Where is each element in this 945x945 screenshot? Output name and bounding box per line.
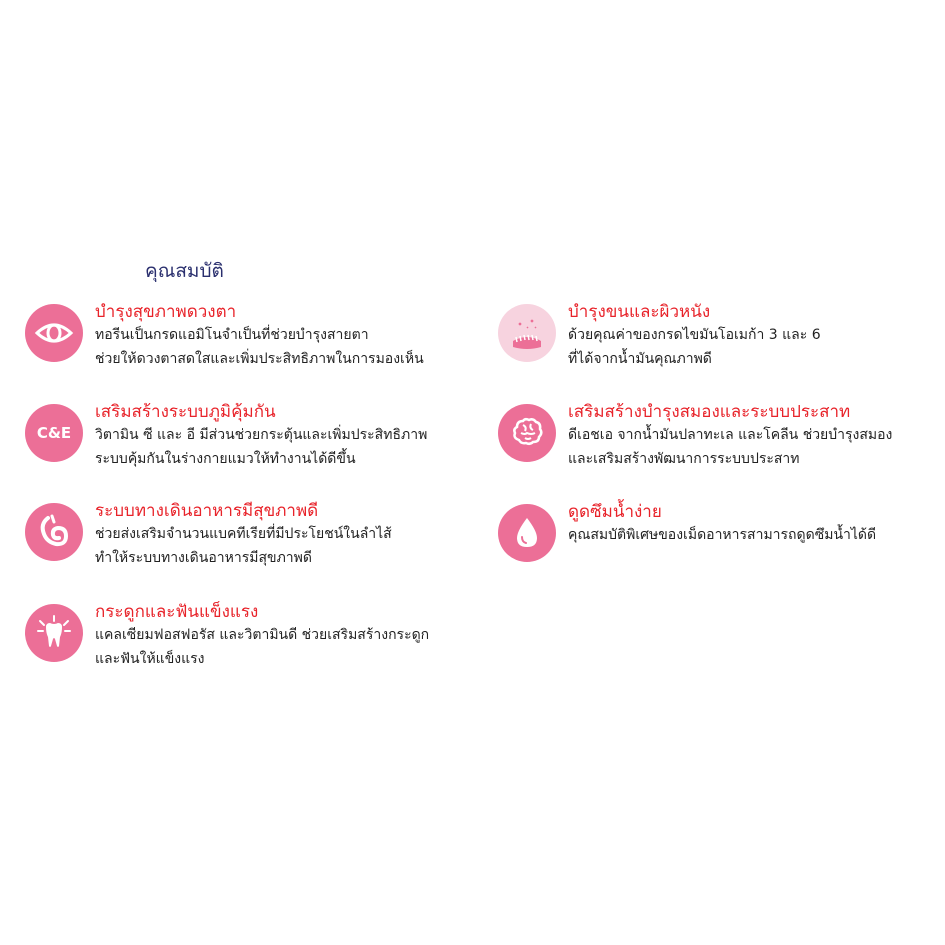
feature-description: ดีเอชเอ จากน้ำมันปลาทะเล และโคลีน ช่วยบำรุงสมอง (568, 427, 893, 443)
vitamin-ce-icon (25, 404, 83, 462)
feature-heading: ดูดซึมน้ำง่าย (568, 502, 662, 522)
feature-description: ที่ได้จากน้ำมันคุณภาพดี (568, 351, 712, 367)
feature-heading: เสริมสร้างบำรุงสมองและระบบประสาท (568, 402, 851, 422)
digestion-icon (25, 503, 83, 561)
feature-heading: ระบบทางเดินอาหารมีสุขภาพดี (95, 501, 319, 521)
brain-icon (498, 404, 556, 462)
feature-description: คุณสมบัติพิเศษของเม็ดอาหารสามารถดูดซึมน้ำได้ดี (568, 527, 877, 543)
vitamin-ce-icon-label: C&E (36, 424, 72, 442)
feature-description: และฟันให้แข็งแรง (95, 651, 205, 667)
tooth-icon (25, 604, 83, 662)
feature-description: ทอรีนเป็นกรดแอมิโนจำเป็นที่ช่วยบำรุงสายตา (95, 327, 369, 343)
feature-description: ช่วยส่งเสริมจำนวนแบคทีเรียที่มีประโยชน์ในลำไส้ (95, 526, 392, 542)
section-title: คุณสมบัติ (145, 260, 224, 282)
feature-heading: บำรุงขนและผิวหนัง (568, 302, 711, 322)
feature-heading: เสริมสร้างระบบภูมิคุ้มกัน (95, 402, 276, 422)
feature-description: แคลเซียมฟอสฟอรัส และวิตามินดี ช่วยเสริมสร้างกระดูก (95, 627, 430, 643)
feature-description: ช่วยให้ดวงตาสดใสและเพิ่มประสิทธิภาพในการมองเห็น (95, 351, 424, 367)
feature-description: วิตามิน ซี และ อี มีส่วนช่วยกระตุ้นและเพิ่มประสิทธิภาพ (95, 427, 428, 443)
feature-description: ด้วยคุณค่าของกรดไขมันโอเมก้า 3 และ 6 (568, 327, 821, 343)
feature-description: ระบบคุ้มกันในร่างกายแมวให้ทำงานได้ดีขึ้น (95, 451, 356, 467)
skin-coat-icon (498, 304, 556, 362)
feature-description: และเสริมสร้างพัฒนาการระบบประสาท (568, 451, 800, 467)
feature-heading: กระดูกและฟันแข็งแรง (95, 602, 259, 622)
water-drop-icon (498, 504, 556, 562)
feature-description: ทำให้ระบบทางเดินอาหารมีสุขภาพดี (95, 550, 312, 566)
feature-heading: บำรุงสุขภาพดวงตา (95, 302, 237, 322)
eye-icon (25, 304, 83, 362)
